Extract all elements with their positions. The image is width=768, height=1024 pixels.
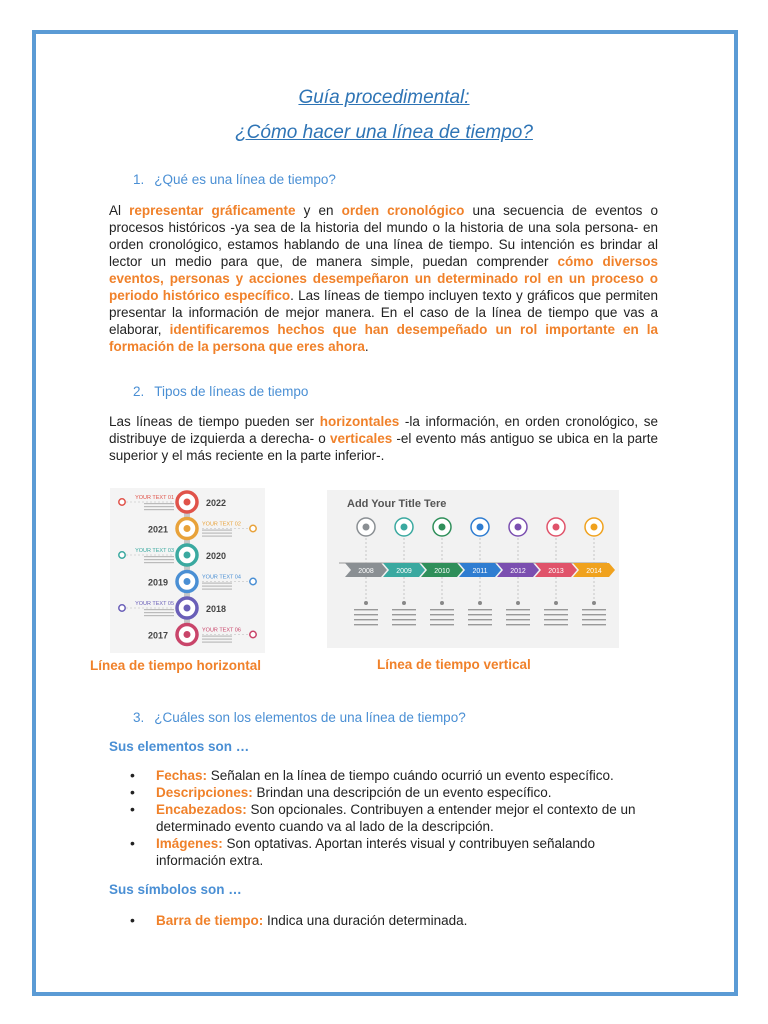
- list-item: • Imágenes: Son optativas. Aportan interés visual y contribuyen señalando información extra.: [109, 835, 659, 869]
- year-label: 2011: [472, 568, 488, 575]
- end-marker: [250, 631, 256, 637]
- end-marker: [119, 605, 125, 611]
- year-label: 2018: [206, 604, 227, 614]
- placeholder-line: [582, 614, 606, 615]
- year-label: 2021: [147, 524, 168, 535]
- placeholder-line: [582, 619, 606, 620]
- list-item: • Encabezados: Son opcionales. Contribuyen a entender mejor el contexto de un determinado evento cuando va al lado de la descripción.: [109, 801, 659, 835]
- list-item: • Barra de tiempo: Indica una duración determinada.: [109, 912, 659, 929]
- node-icon: [184, 525, 191, 532]
- symbols-list: [109, 912, 659, 929]
- vertical-timeline-caption: Línea de tiempo vertical: [377, 657, 531, 672]
- placeholder-line: [202, 533, 232, 534]
- placeholder-line: [144, 612, 174, 613]
- placeholder-line: [468, 614, 492, 615]
- page-title: Guía procedimental:: [298, 87, 470, 108]
- placeholder-line: [144, 506, 174, 507]
- placeholder-line: [202, 536, 232, 537]
- elements-subheading: Sus elementos son …: [109, 739, 250, 754]
- placeholder-line: [544, 609, 568, 610]
- placeholder-line: [582, 624, 606, 625]
- section-2-heading: 2. Tipos de líneas de tiempo: [133, 384, 309, 399]
- event-label: YOUR TEXT 03: [135, 548, 174, 554]
- placeholder-line: [392, 609, 416, 610]
- node-icon: [184, 578, 191, 585]
- placeholder-line: [582, 609, 606, 610]
- placeholder-line: [430, 614, 454, 615]
- event-label: YOUR TEXT 02: [202, 521, 241, 528]
- placeholder-line: [430, 624, 454, 625]
- placeholder-line: [202, 530, 232, 531]
- horizontal-timeline-image: [110, 488, 265, 653]
- placeholder-line: [392, 614, 416, 615]
- placeholder-line: [354, 609, 378, 610]
- placeholder-line: [506, 624, 530, 625]
- section-1-heading: [133, 172, 336, 187]
- year-label: 2010: [434, 568, 450, 575]
- placeholder-line: [144, 503, 174, 504]
- placeholder-line: [468, 619, 492, 620]
- placeholder-line: [202, 583, 232, 584]
- horizontal-timeline-caption: Línea de tiempo horizontal: [90, 658, 262, 673]
- section-title: ¿Qué es una línea de tiempo?: [154, 172, 336, 187]
- placeholder-line: [144, 559, 174, 560]
- vertical-timeline-image: [327, 490, 619, 648]
- year-label: 2013: [548, 568, 564, 575]
- node-icon: [184, 631, 191, 638]
- placeholder-line: [354, 619, 378, 620]
- placeholder-line: [506, 619, 530, 620]
- year-label: 2008: [358, 568, 374, 575]
- placeholder-line: [392, 624, 416, 625]
- section-2-paragraph: Las líneas de tiempo pueden ser horizontales -la información, en orden cronológico, se distribuye de izquierda a derecha- o verticales -el evento más antiguo se ubica en la parte superior y el más reciente en la parte inferior-.: [109, 414, 658, 463]
- placeholder-line: [202, 642, 232, 643]
- year-label: 2019: [147, 577, 168, 588]
- placeholder-line: [506, 614, 530, 615]
- placeholder-line: [354, 624, 378, 625]
- placeholder-line: [144, 556, 174, 557]
- placeholder-line: [202, 639, 232, 640]
- section-1-paragraph: Al representar gráficamente y en orden cronológico una secuencia de eventos o procesos históricos -ya sea de la historia del mundo o la historia de una sola persona- en orden cronológico, estamos hablando de una línea de tiempo. Su intención es brindar al lector un medio para que, de manera simple, puedan comprender cómo diversos eventos, personas y acciones desempeñaron un determinado rol en un proceso o periodo histórico específico. Las líneas de tiempo incluyen texto y gráficos que permiten presentar la información de mejor manera. En el caso de la línea de tiempo que vas a elaborar, identificaremos hechos que han desempeñado un rol importante en la formación de la persona que eres ahora.: [109, 203, 658, 354]
- placeholder-line: [354, 614, 378, 615]
- placeholder-line: [430, 619, 454, 620]
- year-label: 2017: [147, 630, 168, 641]
- year-label: 2012: [510, 568, 526, 575]
- year-label: 2009: [396, 568, 412, 575]
- year-label: 2014: [586, 568, 602, 575]
- timeline-graphic: [110, 488, 265, 653]
- end-marker: [250, 578, 256, 584]
- event-label: YOUR TEXT 01: [135, 495, 174, 501]
- placeholder-line: [468, 609, 492, 610]
- timeline-graphic: [327, 490, 619, 648]
- node-icon: [184, 499, 191, 506]
- placeholder-line: [430, 609, 454, 610]
- year-label: 2020: [206, 551, 227, 561]
- end-marker: [119, 499, 125, 505]
- placeholder-line: [144, 509, 174, 510]
- end-marker: [250, 525, 256, 531]
- placeholder-line: [468, 624, 492, 625]
- placeholder-line: [144, 562, 174, 563]
- placeholder-line: [144, 615, 174, 616]
- placeholder-line: [392, 619, 416, 620]
- node-icon: [184, 552, 191, 559]
- figure-title: Add Your Title Tere: [347, 498, 447, 510]
- list-item: • Fechas: Señalan en la línea de tiempo cuándo ocurrió un evento específico.: [109, 767, 659, 784]
- node-icon: [184, 605, 191, 612]
- event-label: YOUR TEXT 05: [135, 601, 174, 607]
- placeholder-line: [202, 586, 232, 587]
- list-item: • Descripciones: Brindan una descripción de un evento específico.: [109, 784, 659, 801]
- event-label: YOUR TEXT 06: [202, 627, 241, 634]
- section-3-heading: 3. ¿Cuáles son los elementos de una línea de tiempo?: [133, 710, 466, 725]
- placeholder-line: [144, 609, 174, 610]
- elements-list: [109, 767, 659, 869]
- section-number: 1.: [133, 172, 145, 187]
- placeholder-line: [202, 636, 232, 637]
- event-label: YOUR TEXT 04: [202, 574, 241, 581]
- placeholder-line: [544, 619, 568, 620]
- page-subtitle: ¿Cómo hacer una línea de tiempo?: [235, 122, 533, 143]
- placeholder-line: [202, 589, 232, 590]
- placeholder-line: [544, 624, 568, 625]
- end-marker: [119, 552, 125, 558]
- year-label: 2022: [206, 498, 227, 508]
- placeholder-line: [544, 614, 568, 615]
- symbols-subheading: Sus símbolos son …: [109, 882, 242, 897]
- placeholder-line: [506, 609, 530, 610]
